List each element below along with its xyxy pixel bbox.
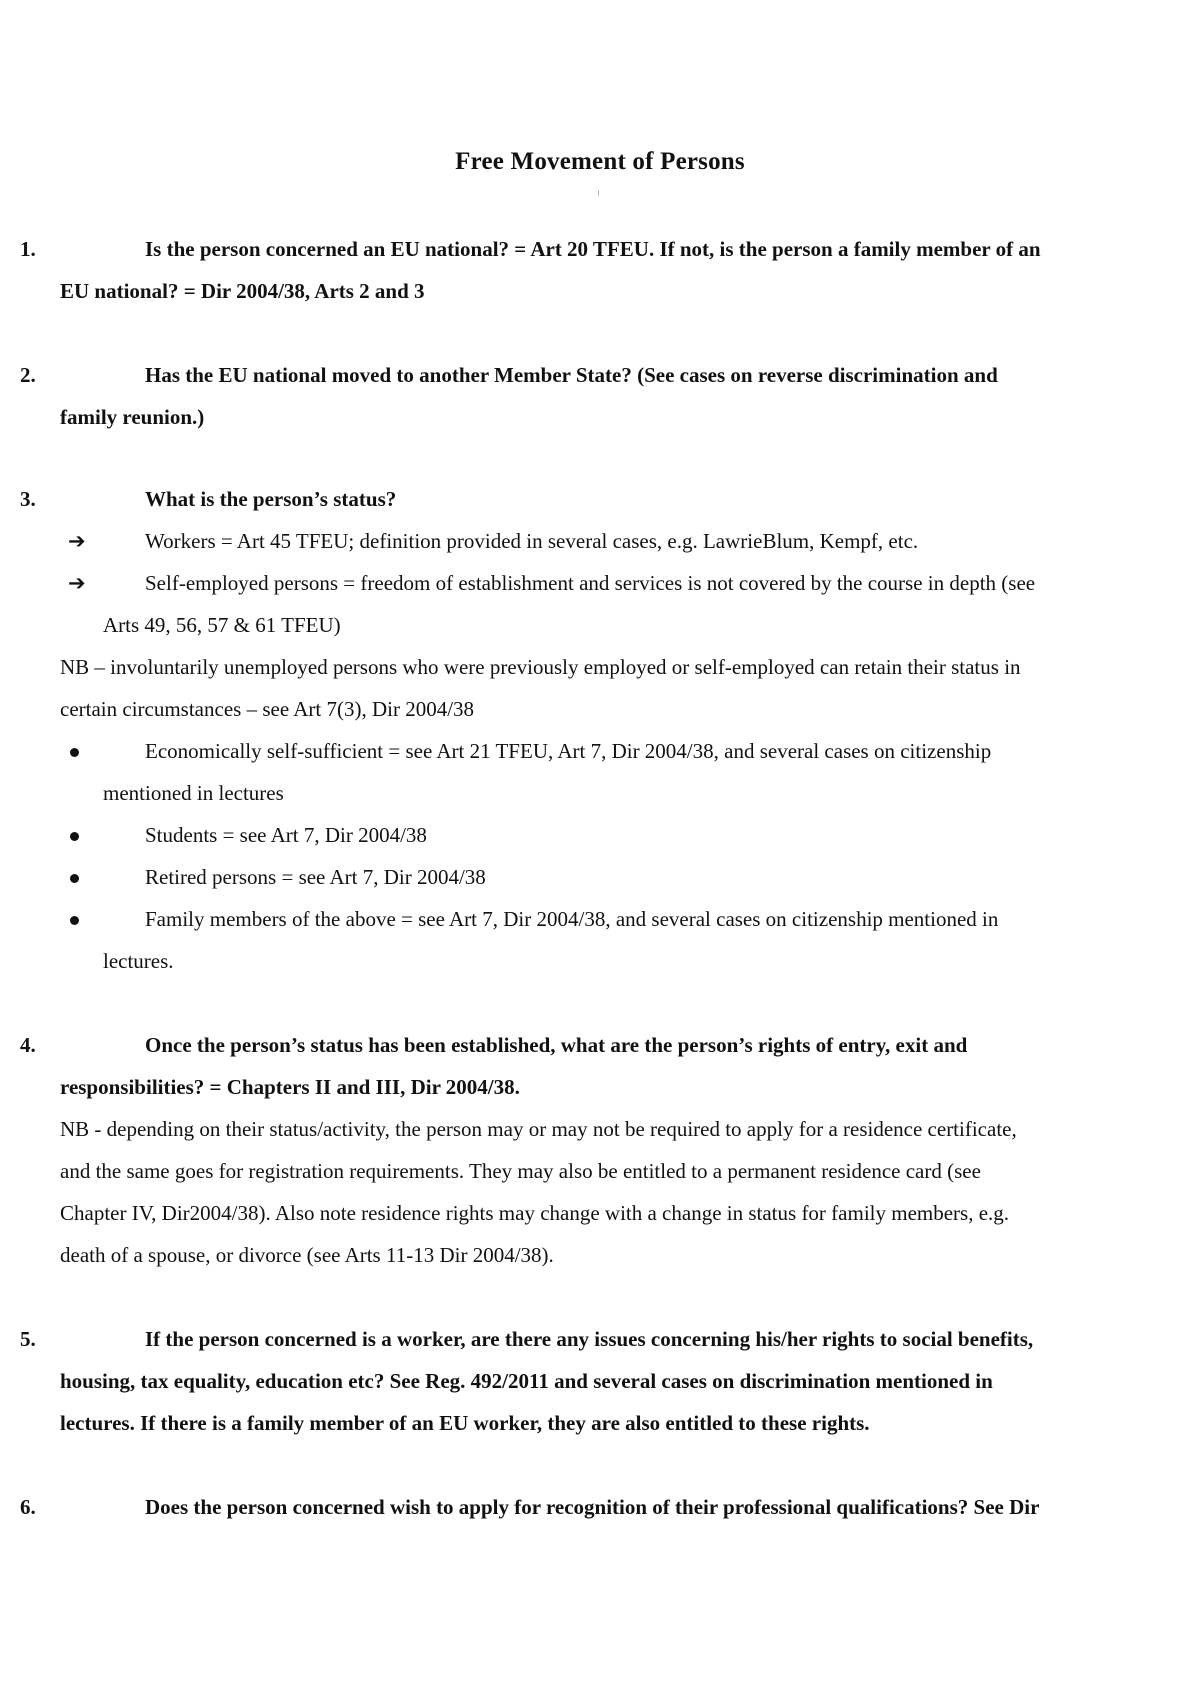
note-text: NB – involuntarily unemployed persons who were previously employed or self-employed can retain their status in	[60, 655, 1021, 679]
list-item-text: Economically self-sufficient = see Art 21 TFEU, Art 7, Dir 2004/38, and several cases on citizenship	[145, 739, 992, 763]
list-item-self-employed	[0, 562, 1200, 646]
document-title: Free Movement of Persons	[455, 148, 745, 175]
bullet-icon	[70, 748, 79, 757]
question-number: 5.	[20, 1327, 36, 1351]
note-text-continued: certain circumstances – see Art 7(3), Dir 2004/38	[60, 697, 475, 721]
list-item-text-continued: mentioned in lectures	[103, 781, 284, 805]
question-3	[0, 478, 1200, 520]
note-text-continued: death of a spouse, or divorce (see Arts 11-13 Dir 2004/38).	[60, 1243, 554, 1267]
note-text-continued: Chapter IV, Dir2004/38). Also note residence rights may change with a change in status for family members, e.g.	[60, 1201, 1010, 1225]
bullet-icon	[70, 832, 79, 841]
question-number: 6.	[20, 1495, 36, 1519]
question-number: 3.	[20, 487, 36, 511]
list-item-text-continued: Arts 49, 56, 57 & 61 TFEU)	[103, 613, 341, 637]
question-number: 2.	[20, 363, 36, 387]
note-text-continued: and the same goes for registration requirements. They may also be entitled to a permanent residence card (see	[60, 1159, 981, 1183]
question-text-continued: housing, tax equality, education etc? See Reg. 492/2011 and several cases on discrimination mentioned in	[60, 1369, 993, 1393]
list-item-text: Family members of the above = see Art 7, Dir 2004/38, and several cases on citizenship mentioned in	[145, 907, 999, 931]
note-unemployed	[60, 646, 1180, 730]
note-residence	[60, 1108, 1180, 1276]
list-item-workers	[0, 520, 1200, 562]
question-text: Once the person’s status has been established, what are the person’s rights of entry, exit and	[145, 1033, 968, 1057]
question-text-continued: family reunion.)	[60, 405, 205, 429]
question-text-continued: EU national? = Dir 2004/38, Arts 2 and 3	[60, 279, 425, 303]
list-item-students	[0, 814, 1200, 856]
question-number: 4.	[20, 1033, 36, 1057]
question-5	[0, 1318, 1200, 1444]
question-text: What is the person’s status?	[145, 487, 397, 511]
list-item-text: Self-employed persons = freedom of establishment and services is not covered by the course in depth (see	[145, 571, 1036, 595]
bullet-icon	[70, 874, 79, 883]
bullet-icon	[70, 916, 79, 925]
question-4	[0, 1024, 1200, 1108]
cursor-mark	[598, 190, 599, 196]
question-text-continued: responsibilities? = Chapters II and III, Dir 2004/38.	[60, 1075, 520, 1099]
list-item-retired	[0, 856, 1200, 898]
list-item-family-members	[0, 898, 1200, 982]
question-text: Does the person concerned wish to apply for recognition of their professional qualifications? See Dir	[145, 1495, 1040, 1519]
question-2	[0, 354, 1200, 438]
question-6	[0, 1486, 1200, 1528]
question-number: 1.	[20, 237, 36, 261]
list-item-self-sufficient	[0, 730, 1200, 814]
arrow-icon: ➔	[68, 571, 86, 595]
question-text: If the person concerned is a worker, are there any issues concerning his/her rights to social benefits,	[145, 1327, 1034, 1351]
note-text: NB - depending on their status/activity, the person may or may not be required to apply for a residence certificate,	[60, 1117, 1017, 1141]
list-item-text-continued: lectures.	[103, 949, 174, 973]
list-item-text: Workers = Art 45 TFEU; definition provided in several cases, e.g. LawrieBlum, Kempf, etc.	[145, 529, 919, 553]
question-1	[0, 228, 1200, 312]
question-text: Is the person concerned an EU national? = Art 20 TFEU. If not, is the person a family member of an	[145, 237, 1041, 261]
list-item-text: Students = see Art 7, Dir 2004/38	[145, 823, 427, 847]
list-item-text: Retired persons = see Art 7, Dir 2004/38	[145, 865, 486, 889]
question-text: Has the EU national moved to another Member State? (See cases on reverse discrimination and	[145, 363, 998, 387]
arrow-icon: ➔	[68, 529, 86, 553]
question-text-continued: lectures. If there is a family member of an EU worker, they are also entitled to these rights.	[60, 1411, 870, 1435]
